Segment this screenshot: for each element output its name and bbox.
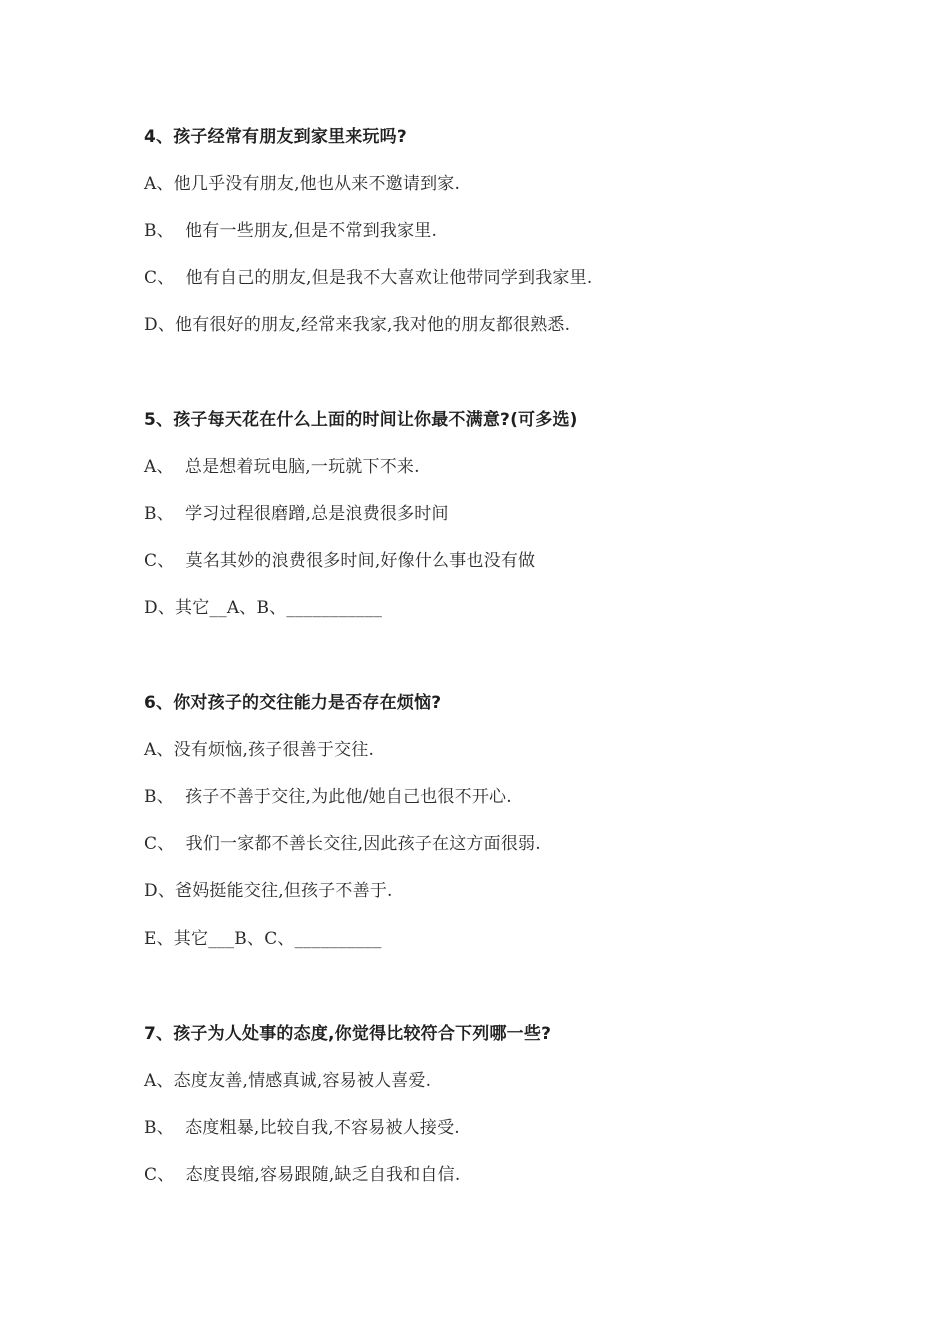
question-7-option-a: A、态度友善,情感真诚,容易被人喜爱. xyxy=(144,1071,432,1091)
question-4-option-d: D、他有很好的朋友,经常来我家,我对他的朋友都很熟悉. xyxy=(144,315,571,335)
question-4-option-b: B、 他有一些朋友,但是不常到我家里. xyxy=(144,221,438,241)
question-5-title: 5、孩子每天花在什么上面的时间让你最不满意?(可多选) xyxy=(144,410,578,430)
question-5-option-d: D、其它__A、B、___________ xyxy=(144,598,383,618)
question-4-option-c: C、 他有自己的朋友,但是我不大喜欢让他带同学到我家里. xyxy=(144,268,593,288)
question-4-option-a: A、他几乎没有朋友,他也从来不邀请到家. xyxy=(144,174,461,194)
question-5-option-a: A、 总是想着玩电脑,一玩就下不来. xyxy=(144,457,420,477)
question-4-title: 4、孩子经常有朋友到家里来玩吗? xyxy=(144,127,407,147)
question-6-option-a: A、没有烦恼,孩子很善于交往. xyxy=(144,740,375,760)
question-6-option-d: D、爸妈挺能交往,但孩子不善于. xyxy=(144,881,393,901)
question-6-option-b: B、 孩子不善于交往,为此他/她自己也很不开心. xyxy=(144,787,512,807)
question-6-option-e: E、其它___B、C、__________ xyxy=(144,929,382,949)
question-5-option-b: B、 学习过程很磨蹭,总是浪费很多时间 xyxy=(144,504,449,524)
question-6-title: 6、你对孩子的交往能力是否存在烦恼? xyxy=(144,693,442,713)
question-7-option-b: B、 态度粗暴,比较自我,不容易被人接受. xyxy=(144,1118,460,1138)
question-7-title: 7、孩子为人处事的态度,你觉得比较符合下列哪一些? xyxy=(144,1024,552,1044)
question-7-option-c: C、 态度畏缩,容易跟随,缺乏自我和自信. xyxy=(144,1165,461,1185)
question-6-option-c: C、 我们一家都不善长交往,因此孩子在这方面很弱. xyxy=(144,834,541,854)
question-5-option-c: C、 莫名其妙的浪费很多时间,好像什么事也没有做 xyxy=(144,551,536,571)
